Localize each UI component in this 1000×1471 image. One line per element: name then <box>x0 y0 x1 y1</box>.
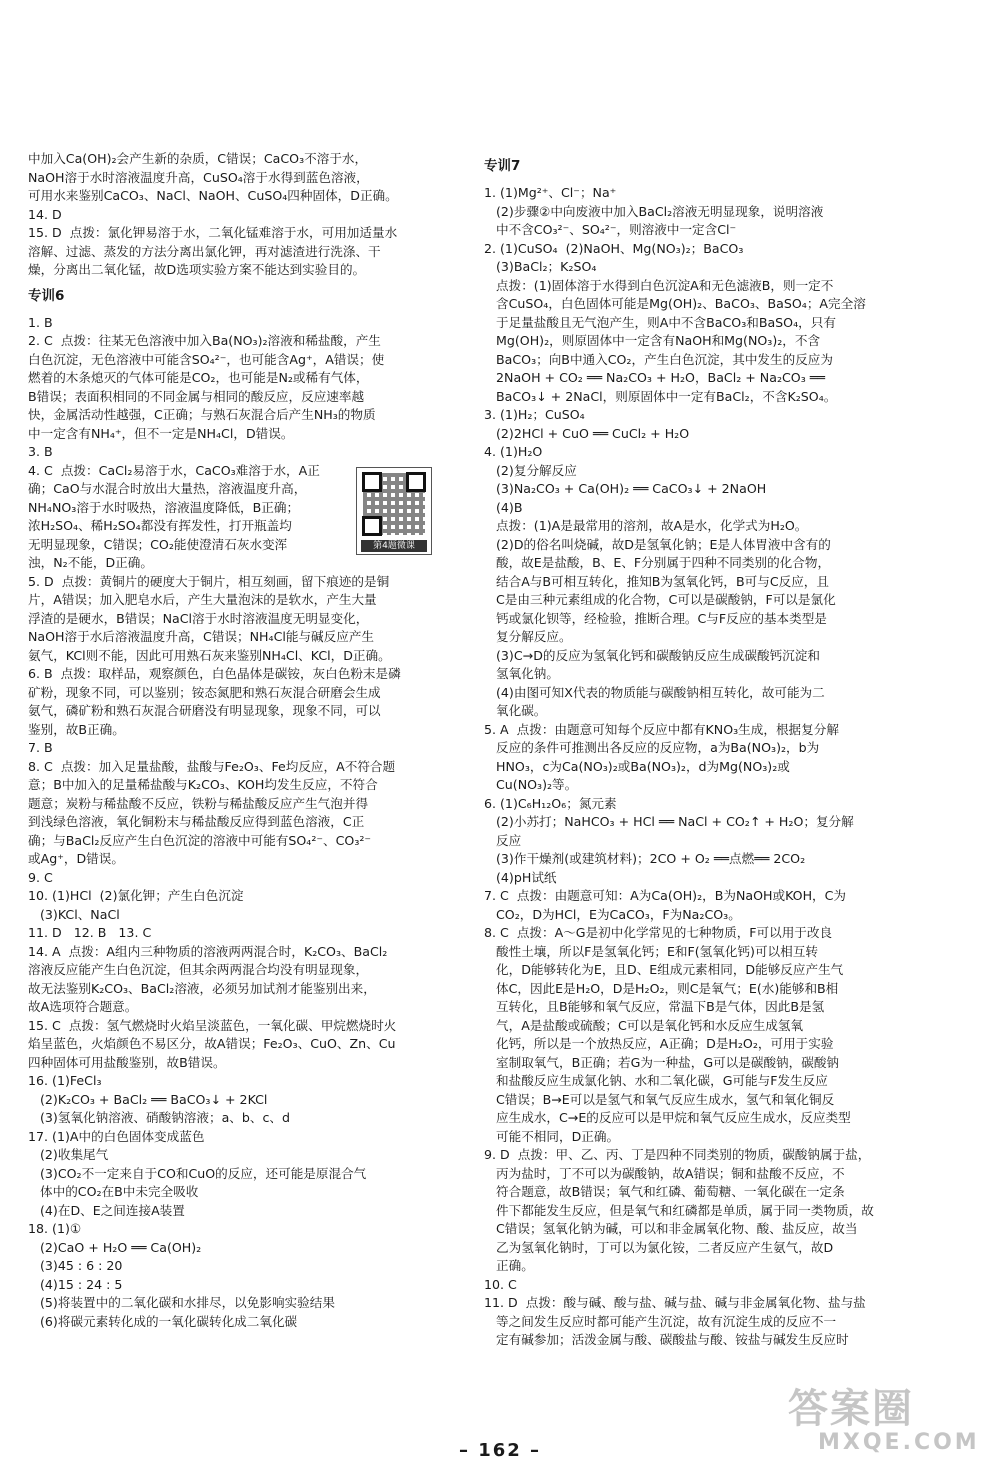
answer-entry <box>28 1017 464 1073</box>
answer-entry <box>28 1072 464 1128</box>
answer-entry <box>28 869 464 888</box>
answer-line: 体C，因此E是H₂O，D是H₂O₂，则C是氧气；E(水)能够和B相 <box>484 980 839 996</box>
answer-entry <box>28 150 464 206</box>
answer-line: 点拨：(1)A是最常用的溶剂，故A是水，化学式为H₂O。 <box>484 518 808 533</box>
answer-line: 化，D能够转化为E，且D、E组成元素相同，D能够反应产生气 <box>484 962 844 977</box>
answer-line: 故无法鉴别K₂CO₃、BaCl₂溶液，必须另加试剂才能鉴别出来， <box>28 980 376 996</box>
answer-line: (2)K₂CO₃ + BaCl₂ ══ BaCO₃↓ + 2KCl <box>28 1091 268 1107</box>
answer-line: (4)在D、E之间连接A装置 <box>28 1202 185 1218</box>
answer-line: 化钙，所以是一个放热反应，A正确；D是H₂O₂，可用于实验 <box>484 1036 834 1051</box>
answer-line: 反应的条件可推测出各反应的反应物，a为Ba(NO₃)₂，b为 <box>484 740 820 755</box>
answer-line: 等之间发生反应时都可能产生沉淀，故有沉淀生成的反应不一 <box>484 1313 837 1329</box>
answer-line: 氨气，KCl则不能，因此可用熟石灰来鉴别NH₄Cl、KCl，D正确。 <box>28 647 391 663</box>
answer-line: 和盐酸反应生成氯化钠、水和二氧化碳，G可能与F发生反应 <box>484 1073 828 1088</box>
watermark-logo-text: 答案圈 <box>788 1386 914 1432</box>
answer-entry <box>484 184 936 240</box>
answer-line: 反应 <box>484 832 522 848</box>
answer-line: 到浅绿色溶液，氧化铜粉末与稀盐酸反应得到蓝色溶液，C正 <box>28 814 365 829</box>
answer-line: 钙或氯化钡等，经检验，推断合理。C与F反应的基本类型是 <box>484 610 827 626</box>
answer-line: 室制取氧气，B正确；若G为一种盐，G可以是碳酸钠，碳酸钠 <box>484 1054 840 1070</box>
watermark <box>788 1387 978 1457</box>
answer-line: 氨气，磷矿粉和熟石灰混合研磨没有明显现象，现象不同，可以 <box>28 703 381 718</box>
answer-line: 溶解、过滤、蒸发的方法分离出氯化钾，再对滤渣进行洗涤、干 <box>28 243 381 259</box>
answer-line: 件下都能发生反应，但是氧气和红磷都是单质，属于同一类物质，故 <box>484 1202 874 1218</box>
answer-entry <box>484 443 936 721</box>
answer-line: 6. (1)C₆H₁₂O₆；氮元素 <box>484 795 617 811</box>
answer-line: 中加入Ca(OH)₂会产生新的杂质，C错误；CaCO₃不溶于水， <box>28 151 368 166</box>
answer-line: 1. (1)Mg²⁺、Cl⁻；Na⁺ <box>484 185 617 200</box>
answer-entry <box>484 1146 936 1276</box>
answer-line: BaCO₃；向B中通入CO₂，产生白色沉淀，其中发生的反应为 <box>484 351 833 367</box>
answer-line: (4)pH试纸 <box>484 869 557 885</box>
answer-line: (3)CO₂不一定来自于CO和CuO的反应，还可能是原混合气 <box>28 1165 367 1181</box>
answer-line: (3)45 : 6 : 20 <box>28 1258 123 1273</box>
page-number: – 162 – <box>458 1440 542 1461</box>
answer-line: CO₂，D为HCl，E为CaCO₃，F为Na₂CO₃。 <box>484 906 741 922</box>
answer-line: (3)Na₂CO₃ + Ca(OH)₂ ══ CaCO₃↓ + 2NaOH <box>484 481 767 496</box>
answer-line: 4. C 点拨：CaCl₂易溶于水，CaCO₃难溶于水，A正 <box>28 462 320 478</box>
answer-entry <box>484 795 936 888</box>
answer-line: 气，A是盐酸或硫酸；C可以是氧化钙和水反应生成氢氧 <box>484 1017 804 1033</box>
answer-entry <box>484 1294 936 1350</box>
answer-line: (2)收集尾气 <box>28 1147 109 1162</box>
answer-line: NH₄NO₃溶于水时吸热，溶液温度降低，B正确； <box>28 499 300 515</box>
watermark-url: MXQE.COM <box>818 1430 980 1455</box>
answer-line: 确；CaO与水混合时放出大量热，溶液温度升高， <box>28 481 307 496</box>
answer-line: 17. (1)A中的白色固体变成蓝色 <box>28 1128 205 1144</box>
answer-line: 7. C 点拨：由题意可知：A为Ca(OH)₂，B为NaOH或KOH，C为 <box>484 888 847 903</box>
answer-entry <box>484 1276 936 1295</box>
answer-line: 10. (1)HCl (2)氯化钾；产生白色沉淀 <box>28 888 244 903</box>
answer-entry <box>28 206 464 225</box>
answer-entry <box>484 924 936 1146</box>
answer-line: 8. C 点拨：A～G是初中化学常见的七种物质，F可以用于改良 <box>484 925 833 940</box>
answer-line: B错误；表面积相同的不同金属与相同的酸反应，反应速率越 <box>28 388 365 404</box>
answer-line: 3. B <box>28 444 53 459</box>
answer-line: 15. C 点拨：氢气燃烧时火焰呈淡蓝色，一氧化碳、甲烷燃烧时火 <box>28 1017 397 1033</box>
qr-finder <box>362 472 382 492</box>
answer-line: 矿粉，现象不同，可以鉴别；铵态氮肥和熟石灰混合研磨会生成 <box>28 684 381 700</box>
answer-line: 2NaOH + CO₂ ══ Na₂CO₃ + H₂O，BaCl₂ + Na₂CO₃ ══ <box>484 370 825 385</box>
answer-entry <box>28 314 464 333</box>
answer-line: 无明显现象，C错误；CO₂能使澄清石灰水变浑 <box>28 536 288 552</box>
answer-line: 氧化碳。 <box>484 703 547 718</box>
answer-line: Mg(OH)₂，则原固体中一定含有NaOH和Mg(NO₃)₂，不含 <box>484 333 821 348</box>
answer-line: (2)小苏打；NaHCO₃ + HCl ══ NaCl + CO₂↑ + H₂O；复分解 <box>484 814 854 829</box>
answer-line: (2)CaO + H₂O ══ Ca(OH)₂ <box>28 1239 202 1255</box>
answer-line: 11. D 12. B 13. C <box>28 925 152 940</box>
answer-line: 浮渣的是硬水，B错误；NaCl溶于水时溶液温度无明显变化， <box>28 610 369 626</box>
answer-line: 确；与BaCl₂反应产生白色沉淀的溶液中可能有SO₄²⁻、CO₃²⁻ <box>28 832 372 848</box>
answer-line: 浊，N₂不能，D正确。 <box>28 555 153 570</box>
answer-line: 2. (1)CuSO₄ (2)NaOH、Mg(NO₃)₂；BaCO₃ <box>484 240 744 256</box>
answer-line: 7. B <box>28 740 53 755</box>
answer-line: (3)C→D的反应为氢氧化钙和碳酸钠反应生成碳酸钙沉淀和 <box>484 647 820 663</box>
answer-line: 中一定含有NH₄⁺，但不一定是NH₄Cl，D错误。 <box>28 425 294 441</box>
section-heading: 专训6 <box>28 287 65 304</box>
answer-line: 14. D <box>28 206 62 222</box>
answer-line: 正确。 <box>484 1258 534 1273</box>
answer-line: NaOH溶于水时溶液温度升高，CuSO₄溶于水得到蓝色溶液， <box>28 169 369 185</box>
answer-entry <box>28 1220 464 1331</box>
answer-line: 燥，分离出二氧化锰，故D选项实验方案不能达到实验目的。 <box>28 262 366 277</box>
qr-code[interactable] <box>356 467 432 555</box>
answer-entry <box>28 443 464 462</box>
answer-line: (6)将碳元素转化成的一氧化碳转化成二氧化碳 <box>28 1313 298 1329</box>
answer-line: 酸性土壤，所以F是氢氧化钙；E和F(氢氧化钙)可以相互转 <box>484 943 818 959</box>
answer-line: (2)复分解反应 <box>484 462 577 478</box>
answer-line: (5)将装置中的二氧化碳和水排尽，以免影响实验结果 <box>28 1295 335 1310</box>
answer-entry <box>28 1128 464 1221</box>
answer-line: C错误；氢氧化钠为碱，可以和非金属氧化物、酸、盐反应，故当 <box>484 1221 858 1236</box>
answer-line: 符合题意，故B错误；氧气和红磷、葡萄糖、一氧化碳在一定条 <box>484 1184 845 1199</box>
answer-line: 焰呈蓝色，火焰颜色不易区分，故A错误；Fe₂O₃、CuO、Zn、Cu <box>28 1036 396 1051</box>
answer-line: 互转化，且B能够和氧气反应，常温下B是气体，因此B是氢 <box>484 999 825 1014</box>
answer-line: 中不含CO₃²⁻、SO₄²⁻，则溶液中一定含Cl⁻ <box>484 222 737 237</box>
answer-line: NaOH溶于水后溶液温度升高，C错误；NH₄Cl能与碱反应产生 <box>28 629 375 644</box>
answer-entry <box>28 943 464 1017</box>
answer-line: C是由三种元素组成的化合物，C可以是碳酸钠，F可以是氯化 <box>484 592 836 607</box>
section-heading: 专训7 <box>484 158 521 174</box>
answer-line: 四种固体可用盐酸鉴别，故B错误。 <box>28 1054 226 1070</box>
qr-finder <box>406 472 426 492</box>
answer-entry <box>28 924 464 943</box>
answer-line: 可能不相同，D正确。 <box>484 1128 620 1144</box>
answer-entry <box>484 721 936 795</box>
answer-line: 故A选项符合题意。 <box>28 999 138 1014</box>
answer-line: 浓H₂SO₄、稀H₂SO₄都没有挥发性，打开瓶盖均 <box>28 518 292 533</box>
answer-line: (3)BaCl₂；K₂SO₄ <box>484 259 597 274</box>
answer-line: 丙为盐时，丁不可以为碳酸钠，故A错误；铜和盐酸不反应，不 <box>484 1165 845 1181</box>
answer-line: 10. C <box>484 1276 517 1292</box>
answer-entry <box>484 887 936 924</box>
answer-line: 或Ag⁺，D错误。 <box>28 851 124 866</box>
qr-finder <box>362 516 382 536</box>
answer-line: 11. D 点拨：酸与碱、酸与盐、碱与盐、碱与非金属氧化物、盐与盐 <box>484 1295 866 1310</box>
answer-line: (2)D的俗名叫烧碱，故D是氢氧化钠；E是人体胃液中含有的 <box>484 536 831 552</box>
answer-line: 应生成水，C→E的反应可以是甲烷和氧气反应生成水，反应类型 <box>484 1110 851 1125</box>
answer-line: 1. B <box>28 314 53 330</box>
answer-line: (2)步骤②中向废液中加入BaCl₂溶液无明显现象，说明溶液 <box>484 203 824 219</box>
right-column <box>484 150 936 1350</box>
answer-line: 8. C 点拨：加入足量盐酸，盐酸与Fe₂O₃、Fe均反应，A不符合题 <box>28 758 396 774</box>
answer-line: 含CuSO₄，白色固体可能是Mg(OH)₂、BaCO₃、BaSO₄；A完全溶 <box>484 296 866 311</box>
answer-line: 2. C 点拨：往某无色溶液中加入Ba(NO₃)₂溶液和稀盐酸，产生 <box>28 333 381 348</box>
answer-entry <box>484 240 936 407</box>
answer-line: 3. (1)H₂；CuSO₄ <box>484 407 585 422</box>
answer-line: 9. C <box>28 869 53 885</box>
answer-entry <box>28 665 464 739</box>
answer-line: 结合A与B可相互转化，推知B为氢氧化钙，B可与C反应，且 <box>484 573 829 589</box>
answer-line: 5. A 点拨：由题意可知每个反应中都有KNO₃生成，根据复分解 <box>484 721 839 737</box>
answer-line: 4. (1)H₂O <box>484 444 543 459</box>
answer-line: 题意；炭粉与稀盐酸不反应，铁粉与稀盐酸反应产生气泡并得 <box>28 795 369 811</box>
answer-entry <box>484 406 936 443</box>
answer-entry <box>28 332 464 443</box>
answer-line: 快，金属活动性越强，C正确；与熟石灰混合后产生NH₃的物质 <box>28 407 376 422</box>
answer-line: 复分解反应。 <box>484 629 572 644</box>
answer-entry <box>28 887 464 924</box>
answer-line: 片，A错误；加入肥皂水后，产生大量泡沫的是软水，产生大量 <box>28 592 377 607</box>
answer-line: 15. D 点拨：氯化钾易溶于水，二氧化锰难溶于水，可用加适量水 <box>28 225 398 240</box>
answer-line: 6. B 点拨：取样品，观察颜色，白色晶体是碳铵，灰白色粉末是磷 <box>28 666 401 681</box>
answer-line: 体中的CO₂在B中未完全吸收 <box>28 1184 199 1199</box>
answer-line: 14. A 点拨：A组内三种物质的溶液两两混合时，K₂CO₃、BaCl₂ <box>28 943 388 959</box>
answer-line: Cu(NO₃)₂等。 <box>484 777 578 792</box>
left-column <box>28 150 464 1331</box>
answer-line: (3)氢氧化钠溶液、硝酸钠溶液；a、b、c、d <box>28 1110 290 1125</box>
answer-line: 9. D 点拨：甲、乙、丙、丁是四种不同类别的物质，碳酸钠属于盐， <box>484 1147 871 1162</box>
answer-line: 定有碱参加；活泼金属与酸、碳酸盐与酸、铵盐与碱发生反应时 <box>484 1332 849 1347</box>
answer-line: (3)KCl、NaCl <box>28 906 120 922</box>
answer-line: 点拨：(1)固体溶于水得到白色沉淀A和无色滤液B，则一定不 <box>484 277 834 293</box>
answer-line: 乙为氢氧化钠时，丁可以为氯化铵，二者反应产生氨气，故D <box>484 1239 834 1255</box>
answer-line: (2)2HCl + CuO ══ CuCl₂ + H₂O <box>484 425 690 441</box>
answer-line: 鉴别，故B正确。 <box>28 721 125 737</box>
answer-line: HNO₃，c为Ca(NO₃)₂或Ba(NO₃)₂，d为Mg(NO₃)₂或 <box>484 758 790 774</box>
answer-entry <box>28 573 464 666</box>
answer-line: C错误；B→E可以是氢气和氧气反应生成水，氢气和氧化铜反 <box>484 1091 835 1107</box>
answer-entry <box>28 224 464 280</box>
answer-line: (4)B <box>484 499 523 515</box>
answer-line: 白色沉淀，无色溶液中可能含SO₄²⁻，也可能含Ag⁺，A错误；使 <box>28 351 385 367</box>
answer-line: (3)作干燥剂(或建筑材料)；2CO + O₂ ══点燃══ 2CO₂ <box>484 851 806 866</box>
answer-line: BaCO₃↓ + 2NaCl，则原固体中一定有BaCl₂，不含K₂SO₄。 <box>484 388 837 404</box>
answer-line: 氢氧化钠。 <box>484 666 559 681</box>
answer-line: 18. (1)① <box>28 1221 82 1236</box>
answer-line: 5. D 点拨：黄铜片的硬度大于铜片，相互刻画，留下痕迹的是铜 <box>28 573 390 589</box>
answer-line: 16. (1)FeCl₃ <box>28 1073 102 1088</box>
answer-entry <box>28 758 464 869</box>
qr-caption: 第4题微课 <box>361 540 427 552</box>
answer-entry <box>28 739 464 758</box>
answer-line: 溶液反应能产生白色沉淀，但其余两两混合均没有明显现象， <box>28 962 369 977</box>
answer-line: 于足量盐酸且无气泡产生，则A中不含BaCO₃和BaSO₄，只有 <box>484 314 836 330</box>
answer-line: 酸，故E是盐酸，B、E、F分别属于四种不同类别的化合物， <box>484 555 831 570</box>
answer-line: (4)由图可知X代表的物质能与碳酸钠相互转化，故可能为二 <box>484 684 825 700</box>
answer-line: (4)15 : 24 : 5 <box>28 1276 123 1292</box>
answer-line: 燃着的木条熄灭的气体可能是CO₂，也可能是N₂或稀有气体， <box>28 370 369 385</box>
answer-line: 意；B中加入的足量稀盐酸与K₂CO₃、KOH均发生反应，不符合 <box>28 777 378 792</box>
answer-line: 可用水来鉴别CaCO₃、NaCl、NaOH、CuSO₄四种固体，D正确。 <box>28 188 398 203</box>
